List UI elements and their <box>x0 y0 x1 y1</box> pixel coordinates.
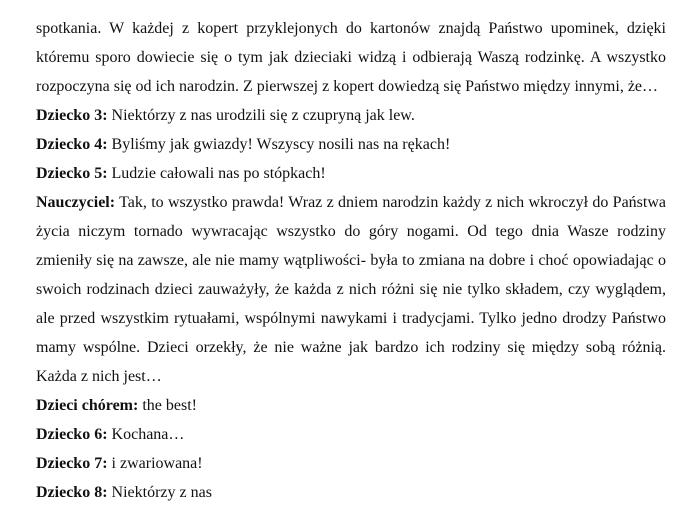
speaker-label: Dziecko 7: <box>36 455 108 472</box>
dialogue-text: Niektórzy z nas <box>107 484 212 501</box>
dialogue-line-dziecko-8 <box>36 478 666 507</box>
speaker-label: Dziecko 8: <box>36 484 108 501</box>
dialogue-text: the best! <box>138 397 197 414</box>
intro-paragraph: spotkania. W każdej z kopert przyklejonych do kartonów znajdą Państwo upominek, dzięki któremu sporo dowiecie się o tym jak dzieciaki widzą i odbierają Waszą rodzinkę. A wszystko rozpoczyna się od ich narodzin. Z pierwszej z kopert dowiedzą się Państwo między innymi, że… <box>36 20 666 95</box>
dialogue-line-dziecko-3 <box>36 101 666 130</box>
speaker-label: Dzieci chórem: <box>36 397 139 414</box>
dialogue-line-nauczyciel <box>36 188 666 391</box>
dialogue-line-dziecko-6 <box>36 420 666 449</box>
speaker-label: Dziecko 6: <box>36 426 108 443</box>
dialogue-line-dziecko-5 <box>36 159 666 188</box>
dialogue-text: Kochana… <box>107 426 185 443</box>
dialogue-text: i zwariowana! <box>107 455 203 472</box>
speaker-label: Dziecko 4: <box>36 136 108 153</box>
speaker-label: Dziecko 3: <box>36 107 108 124</box>
dialogue-text: Byliśmy jak gwiazdy! Wszyscy nosili nas na rękach! <box>107 136 451 153</box>
speaker-label: Dziecko 5: <box>36 165 108 182</box>
dialogue-line-dziecko-4 <box>36 130 666 159</box>
dialogue-text: Ludzie całowali nas po stópkach! <box>107 165 326 182</box>
speaker-label: Nauczyciel: <box>36 194 116 211</box>
dialogue-text: Niektórzy z nas urodzili się z czupryną jak lew. <box>107 107 415 124</box>
dialogue-text: Tak, to wszystko prawda! Wraz z dniem narodzin każdy z nich wkroczył do Państwa życia niczym tornado wywracając wszystko do góry nogami. Od tego dnia Wasze rodziny zmieniły się na zawsze, ale nie mamy wątpliwości- była to zmiana na dobre i choć opowiadając o swoich rodzinach dzieci zauważyły, że każda z nich różni się nie tylko składem, czy wyglądem, ale przed wszystkim rytuałami, wspólnymi nawykami i tradycjami. Tylko jedno drodzy Państwo mamy wspólne. Dzieci orzekły, że nie ważne jak bardzo ich rodziny się między sobą różnią. Każda z nich jest… <box>36 194 666 385</box>
document-page <box>36 14 666 507</box>
dialogue-line-dzieci-chorem <box>36 391 666 420</box>
dialogue-line-dziecko-7 <box>36 449 666 478</box>
